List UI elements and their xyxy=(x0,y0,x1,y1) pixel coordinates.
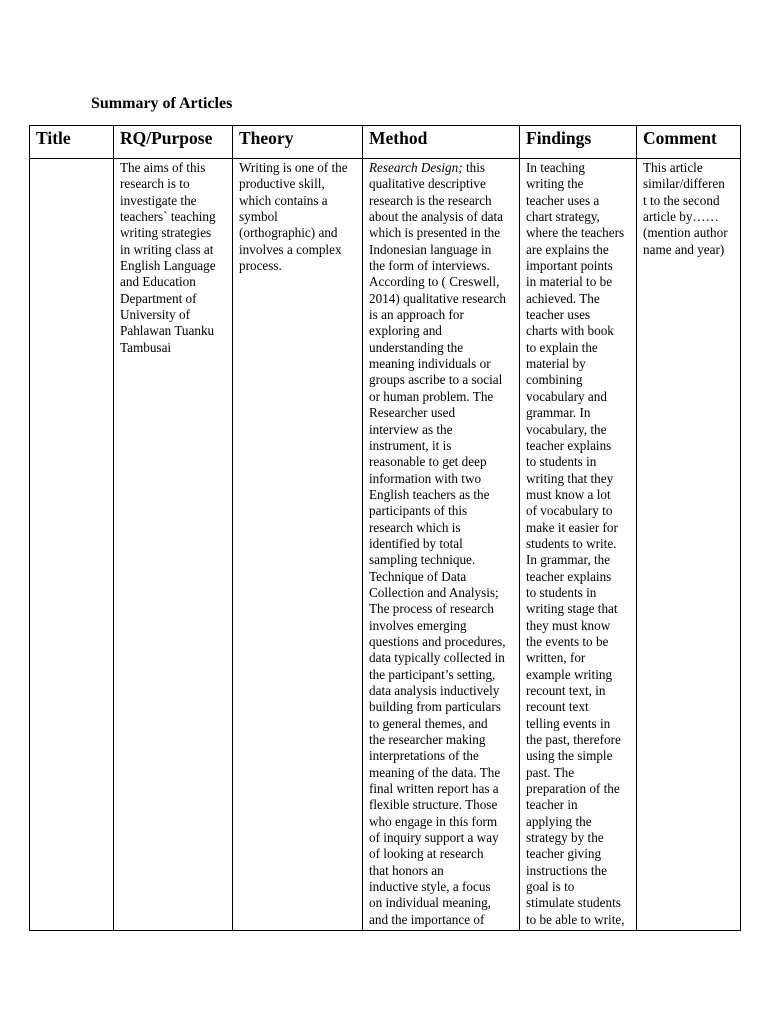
cell-theory xyxy=(233,159,363,931)
header-rq-purpose: RQ/Purpose xyxy=(114,126,233,159)
summary-table xyxy=(29,125,741,931)
header-theory: Theory xyxy=(233,126,363,159)
cell-method xyxy=(363,159,520,931)
cell-rq-purpose-text: The aims of this research is to investigate the teachers` teaching writing strategies in writing class at English Language and Education Department of University of Pahlawan Tuanku Tambusai xyxy=(120,160,216,355)
header-title: Title xyxy=(30,126,114,159)
cell-comment xyxy=(637,159,741,931)
cell-findings-text: In teaching writing the teacher uses a chart strategy, where the teachers are explains the important points in material to be achieved. The teacher uses charts with book to explain the material by combining vocabulary and grammar. In vocabulary, the teacher explains to students in writing that they must know a lot of vocabulary to make it easier for students to write. In grammar, the teacher explains to students in writing stage that they must know the events to be written, for example writing recount text, in recount text telling events in the past, therefore using the simple past. The preparation of the teacher in applying the strategy by the teacher giving instructions the goal is to stimulate students to be able to write, xyxy=(526,160,625,927)
cell-title-text xyxy=(36,160,111,930)
cell-title xyxy=(30,159,114,931)
table-header-row xyxy=(30,126,741,159)
cell-rq-purpose xyxy=(114,159,233,931)
header-method: Method xyxy=(363,126,520,159)
header-comment: Comment xyxy=(637,126,741,159)
cell-comment-text: This article similar/differen t to the second article by…… (mention author name and year) xyxy=(643,160,728,257)
table-row xyxy=(30,159,741,931)
cell-findings xyxy=(520,159,637,931)
cell-method-text xyxy=(369,160,517,930)
document-heading: Summary of Articles xyxy=(91,95,233,112)
cell-theory-text: Writing is one of the productive skill, which contains a symbol (orthographic) and involves a complex process. xyxy=(239,160,348,274)
method-body-text: this qualitative descriptive research is the research about the analysis of data which is presented in the Indonesian language in the form of interviews. According to ( Creswell, 2014) qualitative research is an approach for exploring and understanding the meaning individuals or groups ascribe to a social or human problem. The Researcher used interview as the instrument, it is reasonable to get deep information with two English teachers as the participants of this research which is identified by total sampling technique. Technique of Data Collection and Analysis; The process of research involves emerging questions and procedures, data typically collected in the participant’s setting, data analysis inductively building from particulars to general themes, and the researcher making interpretations of the meaning of the data. The final written report has a flexible structure. Those who engage in this form of inquiry support a way of looking at research that honors an inductive style, a focus on individual meaning, and the importance of xyxy=(369,160,506,927)
method-lead-text: Research Design; xyxy=(369,160,463,175)
header-findings: Findings xyxy=(520,126,637,159)
